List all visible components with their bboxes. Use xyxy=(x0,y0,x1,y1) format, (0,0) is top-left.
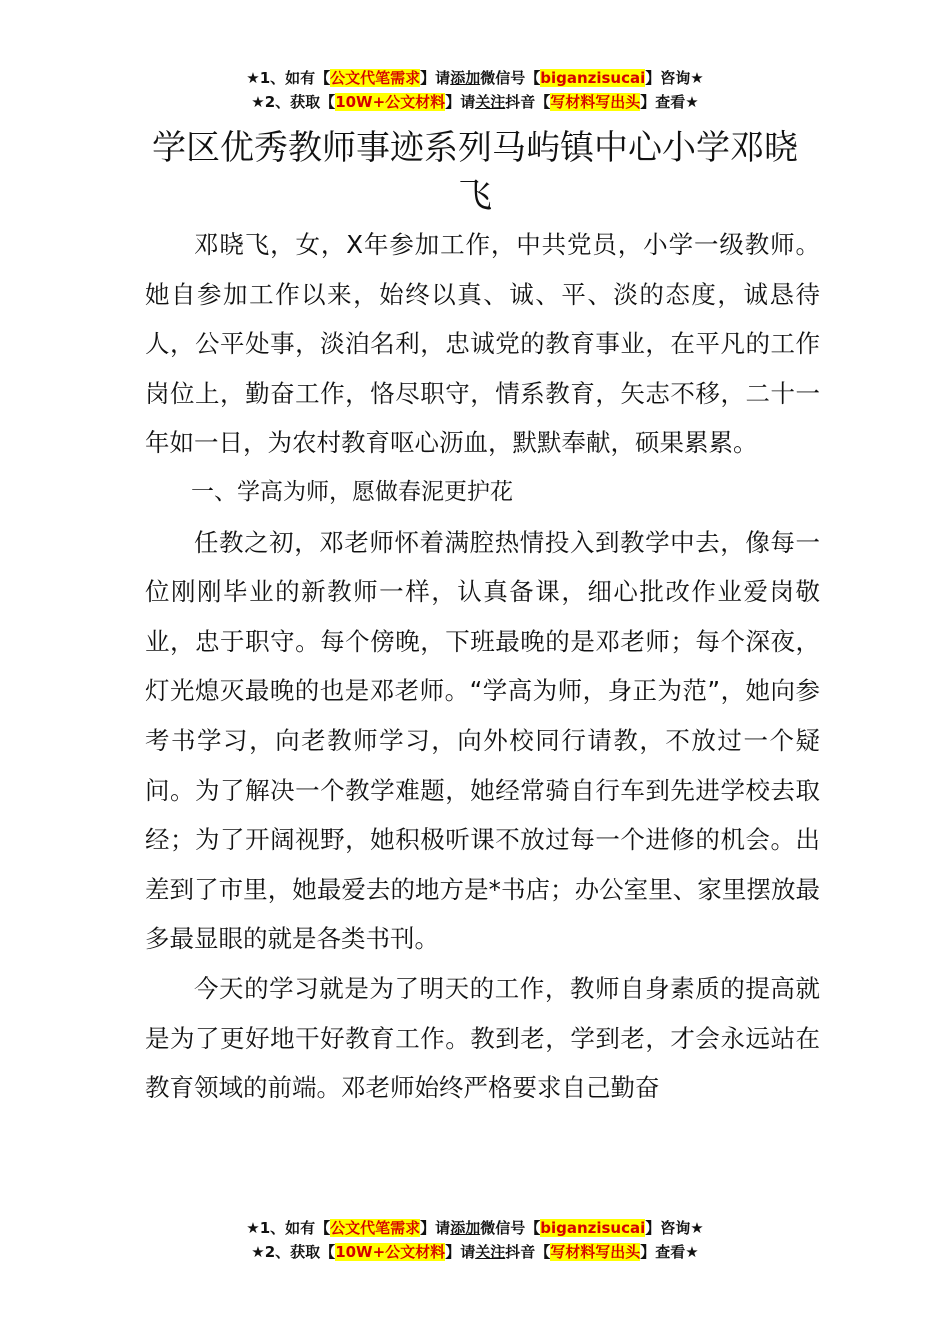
paragraph-section-1-b: 今天的学习就是为了明天的工作，教师自身素质的提高就是为了更好地干好教育工作。教到老，学到老，才会永远站在教育领域的前端。邓老师始终严格要求自己勤奋 xyxy=(145,973,820,1103)
document-body xyxy=(145,220,820,1113)
banner-text: ★2、获取【 xyxy=(251,1243,336,1261)
banner-underline: 添加 xyxy=(450,69,481,87)
banner-douyin-id: 写材料写出头 xyxy=(550,1243,641,1261)
banner-wechat-id: biganzisucai xyxy=(540,1219,646,1237)
banner-highlight: 公文代笔需求 xyxy=(330,1219,421,1237)
banner-text: ★1、如有【 xyxy=(246,1219,331,1237)
section-heading-1: 一、学高为师，愿做春泥更护花 xyxy=(191,478,513,505)
banner-highlight: 10W+公文材料 xyxy=(335,1243,446,1261)
banner-text: 微信号【 xyxy=(480,69,541,87)
banner-text: 】咨询★ xyxy=(645,69,704,87)
banner-wechat-id: biganzisucai xyxy=(540,69,646,87)
paragraph-intro: 邓晓飞，女，X年参加工作，中共党员，小学一级教师。她自参加工作以来，始终以真、诚、平、淡的态度，诚恳待人，公平处事，淡泊名利，忠诚党的教育事业，在平凡的工作岗位上，勤奋工作，恪尽职守，情系教育，矢志不移，二十一年如一日，为农村教育呕心沥血，默默奉献，硕果累累。 xyxy=(145,230,820,458)
banner-text: ★2、获取【 xyxy=(251,93,336,111)
banner-text: 】查看★ xyxy=(640,1243,699,1261)
banner-text: 】咨询★ xyxy=(645,1219,704,1237)
header-banner xyxy=(0,66,950,114)
banner-highlight: 公文代笔需求 xyxy=(330,69,421,87)
footer-banner-line-1 xyxy=(0,1216,950,1240)
banner-text: 】请 xyxy=(420,1219,451,1237)
header-banner-line-1 xyxy=(0,66,950,90)
banner-text: 抖音【 xyxy=(505,1243,551,1261)
paragraph-section-1-a: 任教之初，邓老师怀着满腔热情投入到教学中去，像每一位刚刚毕业的新教师一样，认真备课，细心批改作业爱岗敬业，忠于职守。每个傍晚，下班最晚的是邓老师；每个深夜，灯光熄灭最晚的也是邓老师。“学高为师，身正为范”，她向参考书学习，向老教师学习，向外校同行请教，不放过一个疑问。为了解决一个教学难题，她经常骑自行车到先进学校去取经；为了开阔视野，她积极听课不放过每一个进修的机会。出差到了市里，她最爱去的地方是*书店；办公室里、家里摆放最多最显眼的就是各类书刊。 xyxy=(145,527,820,954)
footer-banner-line-2 xyxy=(0,1240,950,1264)
banner-text: 】查看★ xyxy=(640,93,699,111)
banner-underline: 添加 xyxy=(450,1219,481,1237)
banner-underline: 关注 xyxy=(475,1243,506,1261)
banner-highlight: 10W+公文材料 xyxy=(335,93,446,111)
banner-text: 】请 xyxy=(420,69,451,87)
banner-text: 微信号【 xyxy=(480,1219,541,1237)
banner-text: ★1、如有【 xyxy=(246,69,331,87)
banner-text: 抖音【 xyxy=(505,93,551,111)
banner-underline: 关注 xyxy=(475,93,506,111)
banner-douyin-id: 写材料写出头 xyxy=(550,93,641,111)
banner-text: 】请 xyxy=(445,1243,476,1261)
footer-banner xyxy=(0,1216,950,1264)
header-banner-line-2 xyxy=(0,90,950,114)
banner-text: 】请 xyxy=(445,93,476,111)
document-title: 学区优秀教师事迹系列马屿镇中心小学邓晓飞 xyxy=(152,128,798,216)
